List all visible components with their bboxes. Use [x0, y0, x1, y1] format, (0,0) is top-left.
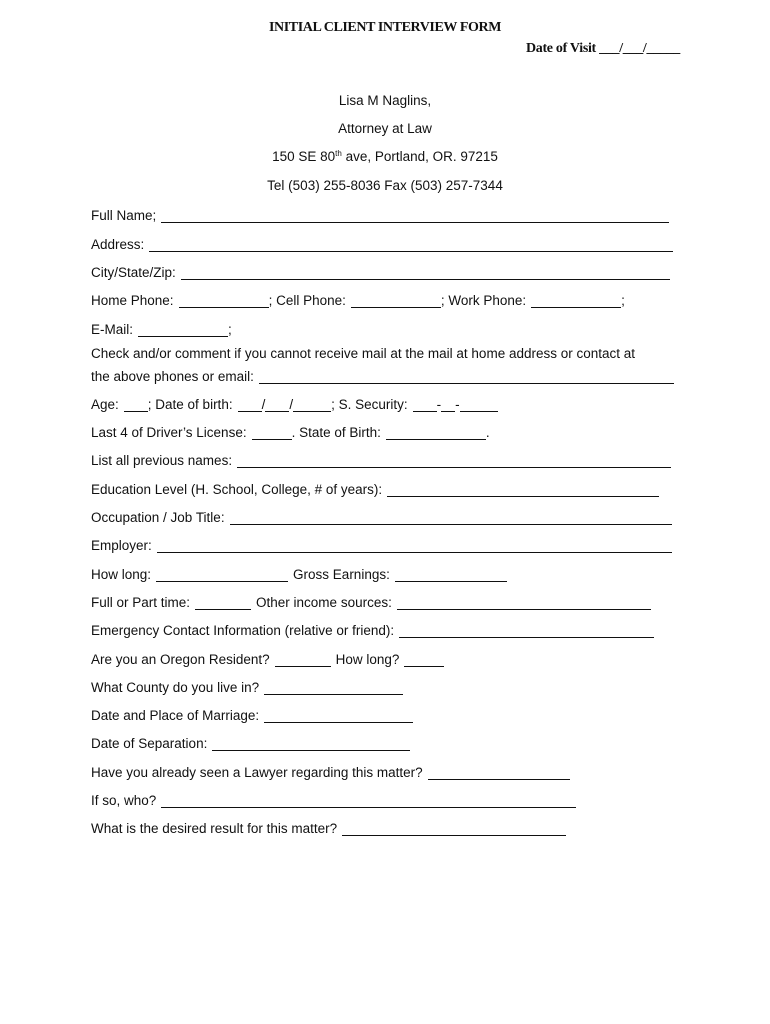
resident-how-long-label: How long? — [335, 652, 400, 667]
work-phone-field[interactable] — [531, 294, 621, 308]
ssn-dash-1: - — [436, 397, 442, 412]
employer-field[interactable] — [157, 539, 672, 553]
employment-type-row — [91, 590, 651, 610]
mail-comment-row — [91, 364, 674, 384]
work-phone-label: ; Work Phone: — [440, 293, 527, 308]
how-long-field[interactable] — [156, 568, 288, 582]
county-label: What County do you live in? — [91, 680, 260, 695]
occupation-field[interactable] — [230, 511, 672, 525]
education-field[interactable] — [387, 483, 659, 497]
employer-row — [91, 533, 672, 553]
license-row — [91, 420, 490, 440]
emergency-label: Emergency Contact Information (relative or friend): — [91, 623, 395, 638]
email-semicolon: ; — [228, 322, 232, 337]
mail-comment-field[interactable] — [259, 370, 674, 384]
previous-names-row — [91, 448, 671, 468]
cell-phone-field[interactable] — [351, 294, 441, 308]
gross-earnings-label: Gross Earnings: — [293, 567, 390, 582]
full-name-field[interactable] — [161, 209, 669, 223]
employer-label: Employer: — [91, 538, 152, 553]
full-part-field[interactable] — [195, 596, 251, 610]
email-row — [91, 317, 232, 337]
age-dob-ssn-row — [91, 392, 498, 412]
if-so-who-label: If so, who? — [91, 793, 157, 808]
earnings-row — [91, 562, 507, 582]
attorney-role: Attorney at Law — [338, 121, 432, 136]
other-income-label: Other income sources: — [256, 595, 392, 610]
date-of-visit: Date of Visit ___/___/_____ — [525, 41, 680, 56]
desired-result-field[interactable] — [342, 822, 566, 836]
city-state-zip-row — [91, 260, 670, 280]
desired-result-row — [91, 816, 566, 836]
education-row — [91, 477, 659, 497]
full-part-label: Full or Part time: — [91, 595, 191, 610]
city-state-zip-field[interactable] — [181, 266, 670, 280]
marriage-label: Date and Place of Marriage: — [91, 708, 260, 723]
resident-how-long-field[interactable] — [404, 653, 444, 667]
address-field[interactable] — [149, 238, 673, 252]
state-birth-field[interactable] — [386, 426, 486, 440]
attorney-name: Lisa M Naglins, — [338, 93, 432, 108]
previous-names-label: List all previous names: — [91, 453, 233, 468]
seen-lawyer-field[interactable] — [428, 766, 570, 780]
occupation-label: Occupation / Job Title: — [91, 510, 225, 525]
age-field[interactable] — [124, 398, 148, 412]
dob-slash-1: / — [261, 397, 266, 412]
address-label: Address: — [91, 237, 145, 252]
oregon-resident-row — [91, 647, 444, 667]
license-label: Last 4 of Driver’s License: — [91, 425, 247, 440]
if-so-who-row — [91, 788, 576, 808]
dob-day-field[interactable] — [265, 398, 289, 412]
county-field[interactable] — [264, 681, 403, 695]
dob-slash-2: / — [289, 397, 294, 412]
emergency-row — [91, 618, 654, 638]
state-birth-period: . — [485, 425, 490, 440]
occupation-row — [91, 505, 672, 525]
desired-result-label: What is the desired result for this matter? — [91, 821, 338, 836]
separation-label: Date of Separation: — [91, 736, 208, 751]
address-row — [91, 232, 673, 252]
marriage-field[interactable] — [264, 709, 413, 723]
cell-phone-label: ; Cell Phone: — [268, 293, 346, 308]
city-state-zip-label: City/State/Zip: — [91, 265, 176, 280]
education-label: Education Level (H. School, College, # of years): — [91, 482, 383, 497]
age-label: Age: — [91, 397, 119, 412]
emergency-field[interactable] — [399, 624, 654, 638]
mail-comment-line1: Check and/or comment if you cannot receive mail at the mail at home address or contact at — [91, 346, 636, 361]
ssn-part3-field[interactable] — [460, 398, 498, 412]
attorney-phones: Tel (503) 255-8036 Fax (503) 257-7344 — [267, 178, 503, 193]
ssn-dash-2: - — [455, 397, 460, 412]
ssn-part2-field[interactable] — [441, 398, 455, 412]
if-so-who-field[interactable] — [161, 794, 576, 808]
form-title: INITIAL CLIENT INTERVIEW FORM — [268, 20, 502, 35]
dob-label: ; Date of birth: — [147, 397, 233, 412]
other-income-field[interactable] — [397, 596, 651, 610]
email-label: E-Mail: — [91, 322, 134, 337]
home-phone-field[interactable] — [179, 294, 269, 308]
marriage-row — [91, 703, 413, 723]
how-long-label: How long: — [91, 567, 152, 582]
email-field[interactable] — [138, 323, 228, 337]
license-field[interactable] — [252, 426, 292, 440]
previous-names-field[interactable] — [237, 454, 671, 468]
ssn-label: ; S. Security: — [331, 397, 408, 412]
gross-earnings-field[interactable] — [395, 568, 507, 582]
address-start: 150 SE 80 — [272, 149, 336, 164]
address-end: ave, Portland, OR. 97215 — [341, 149, 498, 164]
dob-month-field[interactable] — [238, 398, 262, 412]
county-row — [91, 675, 403, 695]
address-ordinal: th — [335, 149, 342, 158]
state-birth-label: . State of Birth: — [291, 425, 381, 440]
dob-year-field[interactable] — [293, 398, 331, 412]
oregon-resident-field[interactable] — [275, 653, 331, 667]
attorney-address — [0, 149, 770, 164]
full-name-row — [91, 203, 669, 223]
full-name-label: Full Name; — [91, 208, 157, 223]
home-phone-label: Home Phone: — [91, 293, 174, 308]
ssn-part1-field[interactable] — [413, 398, 437, 412]
seen-lawyer-row — [91, 760, 570, 780]
seen-lawyer-label: Have you already seen a Lawyer regarding this matter? — [91, 765, 423, 780]
separation-field[interactable] — [212, 737, 410, 751]
mail-comment-label: the above phones or email: — [91, 369, 254, 384]
work-phone-semicolon: ; — [621, 293, 625, 308]
phones-row — [91, 288, 625, 308]
separation-row — [91, 731, 410, 751]
oregon-resident-label: Are you an Oregon Resident? — [91, 652, 270, 667]
